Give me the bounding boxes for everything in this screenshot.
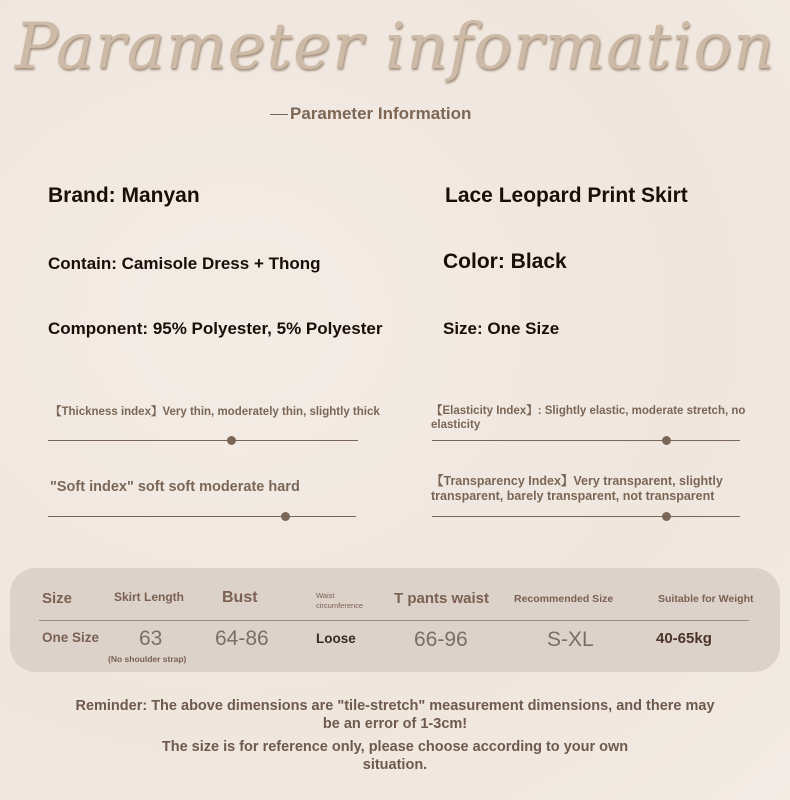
cell-recommended-size: S-XL <box>547 628 594 651</box>
cell-t-pants-waist: 66-96 <box>414 628 468 651</box>
product-name: Lace Leopard Print Skirt <box>445 184 688 207</box>
cell-weight: 40-65kg <box>656 630 712 647</box>
component: Component: 95% Polyester, 5% Polyester <box>48 319 383 338</box>
script-title: Parameter information <box>14 10 776 84</box>
cell-size: One Size <box>42 630 100 645</box>
cell-skirt-length: 63 <box>139 627 163 650</box>
header-t-pants-waist: T pants waist <box>394 590 490 607</box>
elasticity-scale <box>432 440 740 441</box>
thickness-marker <box>227 436 236 445</box>
soft-marker <box>281 512 290 521</box>
reminder-dimensions: Reminder: The above dimensions are "tile-stretch" measurement dimensions, and there may be an error of 1-3cm! <box>75 698 715 732</box>
elasticity-index-label: 【Elasticity Index】: Slightly elastic, moderate stretch, no elasticity <box>431 405 746 431</box>
size: Size: One Size <box>443 319 560 338</box>
cell-waist: Loose <box>316 631 356 646</box>
transparency-scale <box>432 516 740 517</box>
header-waist: Waist circumference <box>316 591 364 610</box>
header-bust: Bust <box>222 589 258 606</box>
reminder-reference: The size is for reference only, please choose according to your own situation. <box>161 739 629 773</box>
contain: Contain: Camisole Dress + Thong <box>48 254 321 273</box>
brand: Brand: Manyan <box>48 184 200 207</box>
thickness-index-label: 【Thickness index】Very thin, moderately thin, slightly thick <box>50 406 380 418</box>
transparency-marker <box>662 512 671 521</box>
thickness-scale <box>48 440 358 441</box>
header-weight: Suitable for Weight <box>658 593 754 605</box>
table-divider <box>39 620 749 621</box>
cell-bust: 64-86 <box>215 627 269 650</box>
transparency-index-label: 【Transparency Index】Very transparent, slightly transparent, barely transparent, not transparent <box>431 474 723 503</box>
color: Color: Black <box>443 250 567 273</box>
header-skirt-length: Skirt Length <box>114 590 185 604</box>
soft-index-label: "Soft index" soft soft moderate hard <box>50 479 300 495</box>
soft-scale <box>48 516 356 517</box>
header-size: Size <box>42 590 73 607</box>
subtitle: Parameter Information <box>270 104 471 124</box>
elasticity-marker <box>662 436 671 445</box>
cell-note: (No shoulder strap) <box>108 654 187 664</box>
header-recommended-size: Recommended Size <box>514 593 614 605</box>
